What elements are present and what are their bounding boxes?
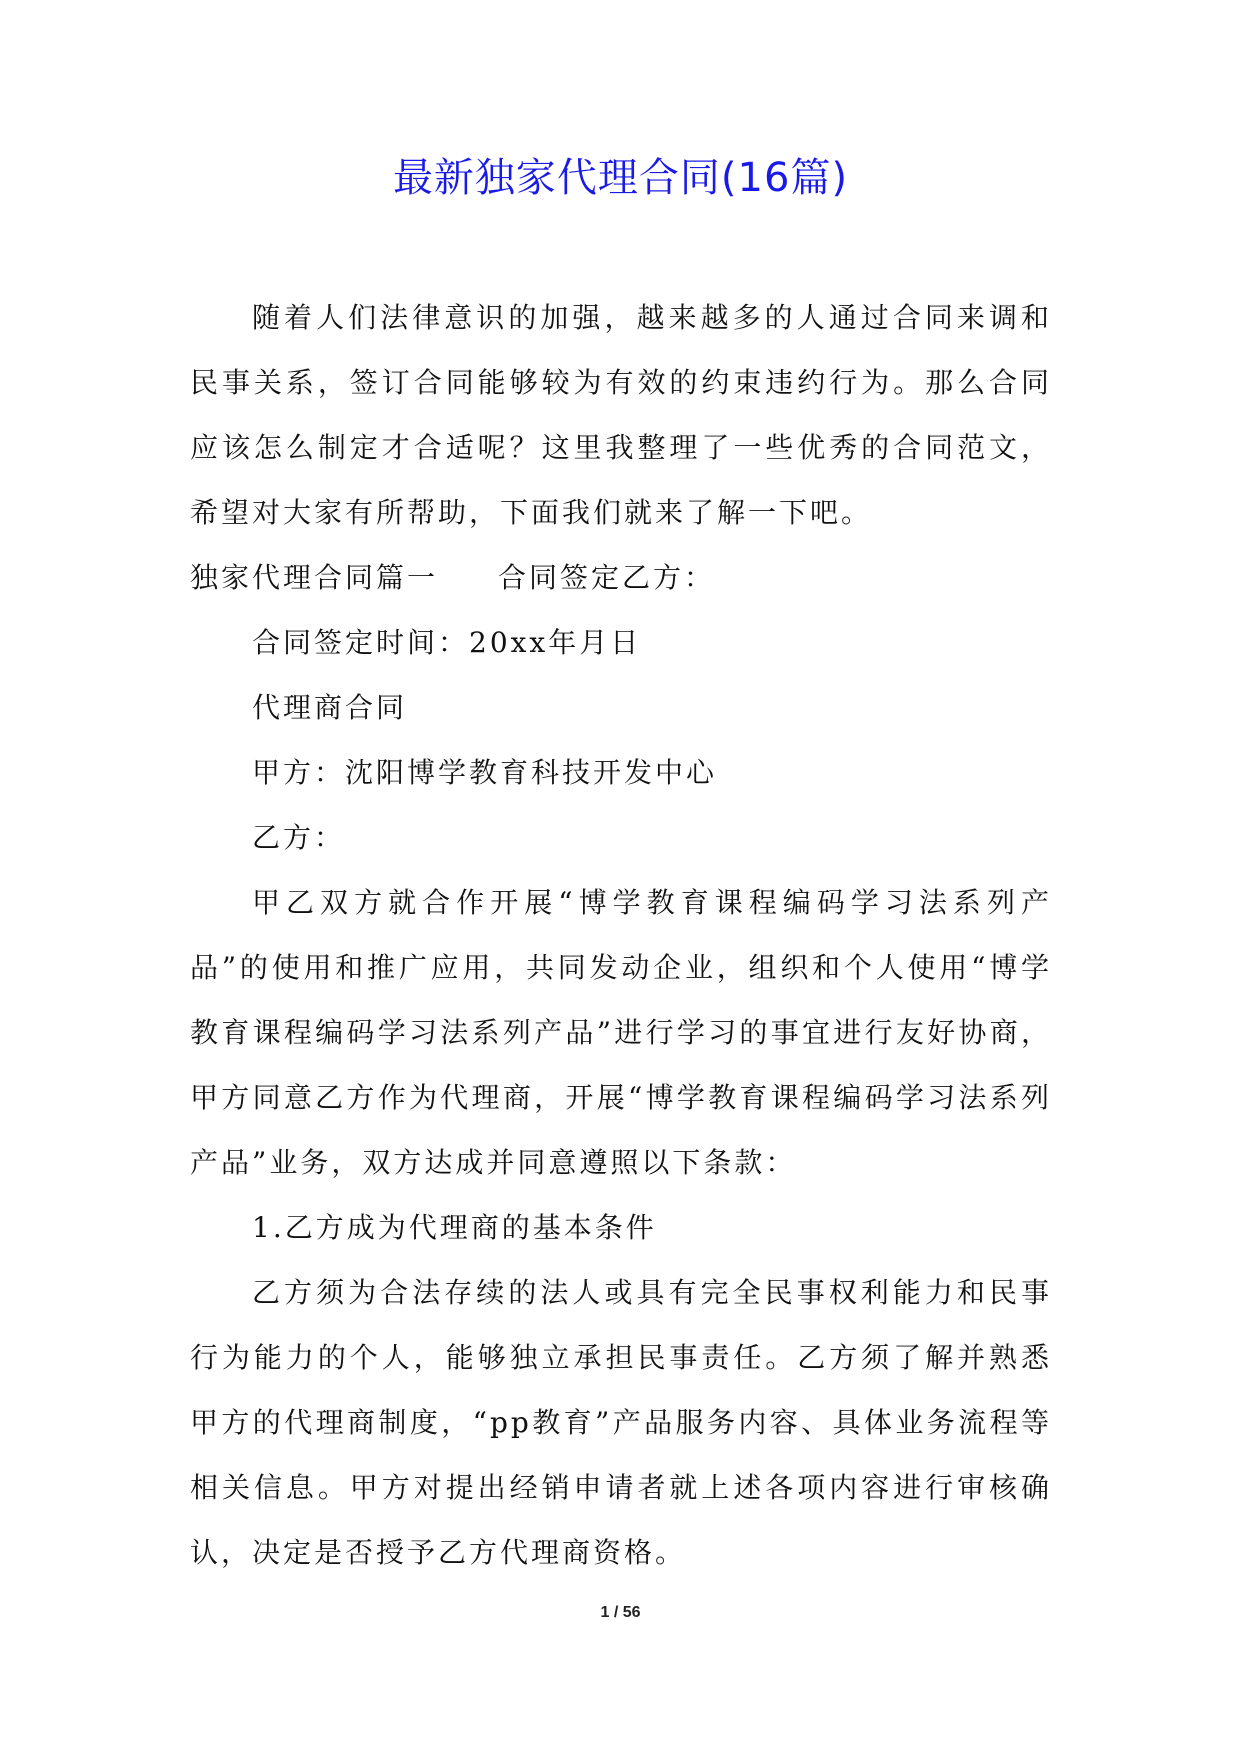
document-body <box>190 285 1052 1585</box>
page-indicator: 1 / 56 <box>600 1604 641 1621</box>
section-heading: 独家代理合同篇一 <box>190 561 439 594</box>
party-b-signing-label: 合同签定乙方： <box>498 561 716 594</box>
intro-paragraph: 随着人们法律意识的加强，越来越多的人通过合同来调和民事关系，签订合同能够较为有效的约束违约行为。那么合同应该怎么制定才合适呢？这里我整理了一些优秀的合同范文，希望对大家有所帮助，下面我们就来了解一下吧。 <box>190 301 1052 529</box>
party-a-line: 甲方：沈阳博学教育科技开发中心 <box>252 756 718 789</box>
clause-1-paragraph: 乙方须为合法存续的法人或具有完全民事权利能力和民事行为能力的个人，能够独立承担民事责任。乙方须了解并熟悉甲方的代理商制度，“pp教育”产品服务内容、具体业务流程等相关信息。甲方对提出经销申请者就上述各项内容进行审核确认，决定是否授予乙方代理商资格。 <box>190 1276 1052 1569</box>
document-title: 最新独家代理合同(16篇) <box>392 155 849 201</box>
clause-1-heading: 1.乙方成为代理商的基本条件 <box>252 1211 657 1244</box>
agreement-paragraph: 甲乙双方就合作开展“博学教育课程编码学习法系列产品”的使用和推广应用，共同发动企业，组织和个人使用“博学教育课程编码学习法系列产品”进行学习的事宜进行友好协商，甲方同意乙方作为代理商，开展“博学教育课程编码学习法系列产品”业务，双方达成并同意遵照以下条款： <box>190 886 1052 1179</box>
party-b-line: 乙方： <box>252 821 346 854</box>
signing-date-line: 合同签定时间：20xx年月日 <box>252 626 642 659</box>
contract-subtitle: 代理商合同 <box>252 691 408 724</box>
section-heading-line <box>190 545 1052 610</box>
